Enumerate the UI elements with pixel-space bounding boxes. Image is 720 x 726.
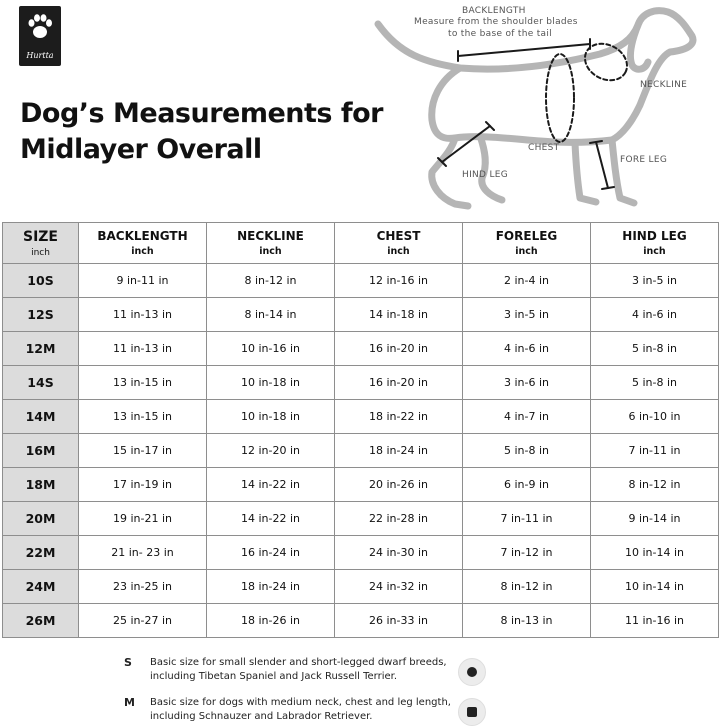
- foreleg-cell: 4 in-7 in: [463, 400, 591, 434]
- size-chart-table: [2, 222, 719, 638]
- hind-leg-cell: 5 in-8 in: [591, 366, 719, 400]
- size-cell: 12M: [3, 332, 79, 366]
- hind-leg-cell: 8 in-12 in: [591, 468, 719, 502]
- neckline-cell: 8 in-12 in: [207, 264, 335, 298]
- header-foreleg: [463, 223, 591, 264]
- chest-cell: 12 in-16 in: [335, 264, 463, 298]
- size-cell: 16M: [3, 434, 79, 468]
- dog-measurement-diagram: [370, 0, 720, 215]
- hind-leg-cell: 6 in-10 in: [591, 400, 719, 434]
- table-row: [3, 604, 719, 638]
- neckline-cell: 10 in-16 in: [207, 332, 335, 366]
- header-unit: inch: [515, 246, 538, 257]
- header-unit: inch: [259, 246, 282, 257]
- header-unit: inch: [387, 246, 410, 257]
- header-unit: inch: [31, 247, 50, 258]
- header-unit: inch: [643, 246, 666, 257]
- header-hind-leg: [591, 223, 719, 264]
- size-cell: 12S: [3, 298, 79, 332]
- neckline-cell: 10 in-18 in: [207, 366, 335, 400]
- neckline-cell: 14 in-22 in: [207, 502, 335, 536]
- foreleg-cell: 3 in-6 in: [463, 366, 591, 400]
- foreleg-label: FORE LEG: [620, 155, 668, 165]
- chest-cell: 18 in-24 in: [335, 434, 463, 468]
- size-cell: 14M: [3, 400, 79, 434]
- foreleg-cell: 5 in-8 in: [463, 434, 591, 468]
- foreleg-cell: 2 in-4 in: [463, 264, 591, 298]
- chest-label: CHEST: [528, 143, 560, 153]
- header-size: [3, 223, 79, 264]
- size-cell: 24M: [3, 570, 79, 604]
- header-neckline: [207, 223, 335, 264]
- chest-cell: 18 in-22 in: [335, 400, 463, 434]
- chest-cell: 26 in-33 in: [335, 604, 463, 638]
- foreleg-cell: 7 in-11 in: [463, 502, 591, 536]
- backlength-label: BACKLENGTH: [462, 6, 526, 16]
- chest-cell: 24 in-32 in: [335, 570, 463, 604]
- note-line-2: including Schnauzer and Labrador Retriever.: [150, 711, 373, 722]
- foreleg-cell: 7 in-12 in: [463, 536, 591, 570]
- hind-leg-cell: 5 in-8 in: [591, 332, 719, 366]
- hindleg-label: HIND LEG: [462, 170, 509, 180]
- size-cell: 22M: [3, 536, 79, 570]
- neckline-cell: 18 in-24 in: [207, 570, 335, 604]
- table-row: [3, 434, 719, 468]
- note-line-1: Basic size for dogs with medium neck, chest and leg length,: [150, 697, 451, 708]
- table-row: [3, 264, 719, 298]
- brand-logo: [19, 6, 61, 66]
- table-row: [3, 298, 719, 332]
- table-row: [3, 400, 719, 434]
- size-cell: 10S: [3, 264, 79, 298]
- backlength-cell: 11 in-13 in: [79, 332, 207, 366]
- brand-name: Hurtta: [26, 51, 54, 60]
- hind-leg-cell: 7 in-11 in: [591, 434, 719, 468]
- hind-leg-cell: 4 in-6 in: [591, 298, 719, 332]
- header-chest: [335, 223, 463, 264]
- title-line-2: Midlayer Overall: [20, 134, 262, 165]
- chest-cell: 16 in-20 in: [335, 332, 463, 366]
- neckline-cell: 16 in-24 in: [207, 536, 335, 570]
- note-line-1: Basic size for small slender and short-legged dwarf breeds,: [150, 657, 447, 668]
- page-title: [20, 96, 383, 168]
- header-label: NECKLINE: [237, 229, 304, 243]
- backlength-cell: 13 in-15 in: [79, 366, 207, 400]
- size-cell: 20M: [3, 502, 79, 536]
- header-unit: inch: [131, 246, 154, 257]
- table-row: [3, 536, 719, 570]
- backlength-desc-line-1: Measure from the shoulder blades: [414, 17, 578, 27]
- header-label: CHEST: [376, 229, 421, 243]
- chest-cell: 22 in-28 in: [335, 502, 463, 536]
- neckline-cell: 8 in-14 in: [207, 298, 335, 332]
- neckline-cell: 14 in-22 in: [207, 468, 335, 502]
- foreleg-cell: 4 in-6 in: [463, 332, 591, 366]
- neckline-label: NECKLINE: [640, 80, 688, 90]
- table-row: [3, 468, 719, 502]
- paw-icon: [25, 12, 55, 42]
- neckline-cell: 18 in-26 in: [207, 604, 335, 638]
- note-text: [150, 656, 480, 684]
- foreleg-cell: 3 in-5 in: [463, 298, 591, 332]
- header-label: FORELEG: [495, 229, 558, 243]
- backlength-cell: 21 in- 23 in: [79, 536, 207, 570]
- header-label: SIZE: [22, 228, 58, 245]
- foreleg-cell: 6 in-9 in: [463, 468, 591, 502]
- chest-cell: 20 in-26 in: [335, 468, 463, 502]
- header-label: HIND LEG: [622, 229, 687, 243]
- foreleg-cell: 8 in-12 in: [463, 570, 591, 604]
- chest-cell: 14 in-18 in: [335, 298, 463, 332]
- size-cell: 26M: [3, 604, 79, 638]
- table-row: [3, 366, 719, 400]
- circle-dot-icon: [458, 658, 486, 686]
- hind-leg-cell: 3 in-5 in: [591, 264, 719, 298]
- size-cell: 18M: [3, 468, 79, 502]
- table-row: [3, 502, 719, 536]
- hind-leg-cell: 9 in-14 in: [591, 502, 719, 536]
- table-row: [3, 332, 719, 366]
- note-code: M: [124, 696, 135, 709]
- backlength-cell: 19 in-21 in: [79, 502, 207, 536]
- backlength-cell: 25 in-27 in: [79, 604, 207, 638]
- header-backlength: [79, 223, 207, 264]
- backlength-cell: 13 in-15 in: [79, 400, 207, 434]
- hind-leg-cell: 10 in-14 in: [591, 536, 719, 570]
- title-line-1: Dog’s Measurements for: [20, 98, 383, 129]
- neckline-cell: 12 in-20 in: [207, 434, 335, 468]
- backlength-cell: 11 in-13 in: [79, 298, 207, 332]
- hind-leg-cell: 10 in-14 in: [591, 570, 719, 604]
- table-row: [3, 570, 719, 604]
- neckline-cell: 10 in-18 in: [207, 400, 335, 434]
- backlength-cell: 23 in-25 in: [79, 570, 207, 604]
- backlength-desc-line-2: to the base of the tail: [448, 29, 552, 39]
- backlength-cell: 15 in-17 in: [79, 434, 207, 468]
- note-code: S: [124, 656, 132, 669]
- foreleg-cell: 8 in-13 in: [463, 604, 591, 638]
- hind-leg-cell: 11 in-16 in: [591, 604, 719, 638]
- size-cell: 14S: [3, 366, 79, 400]
- backlength-cell: 17 in-19 in: [79, 468, 207, 502]
- backlength-cell: 9 in-11 in: [79, 264, 207, 298]
- note-text: [150, 696, 480, 724]
- table-header-row: [3, 223, 719, 264]
- chest-cell: 24 in-30 in: [335, 536, 463, 570]
- square-dot-icon: [458, 698, 486, 726]
- chest-cell: 16 in-20 in: [335, 366, 463, 400]
- header-label: BACKLENGTH: [97, 229, 188, 243]
- note-line-2: including Tibetan Spaniel and Jack Russell Terrier.: [150, 671, 398, 682]
